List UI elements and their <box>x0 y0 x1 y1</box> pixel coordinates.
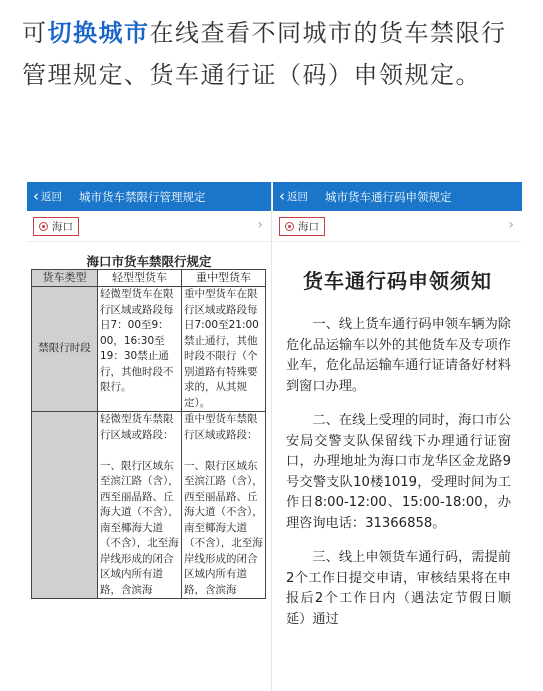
chevron-left-icon: ‹ <box>33 187 39 205</box>
page-title: 城市货车禁限行管理规定 <box>79 189 206 204</box>
table-title: 海口市货车禁限行规定 <box>86 254 212 269</box>
back-button[interactable] <box>27 189 79 204</box>
restriction-rules-screen <box>27 182 272 691</box>
top-bar <box>27 182 271 211</box>
paragraph-1: 一、线上货车通行码申领车辆为除危化品运输车以外的其他货车及专项作业车，危化品运输车通行证请备好材料到窗口办理。 <box>286 317 511 394</box>
table-header-row <box>32 270 266 287</box>
back-label: 返回 <box>41 191 62 203</box>
location-icon <box>285 222 294 231</box>
pass-application-screen <box>273 182 522 691</box>
paragraph-3: 三、线上申领货车通行码，需提前2个工作日提交申请，审核结果将在申报后2个工作日内（遇法定节假日顺延）通过 <box>286 550 511 627</box>
intro-prefix: 可 <box>22 19 48 47</box>
top-bar <box>273 182 522 211</box>
chevron-left-icon: ‹ <box>279 187 285 205</box>
paragraph-2: 二、在线上受理的同时，海口市公安局交警支队保留线下办理通行证窗口，办理地址为海口市龙华区金龙路9号交警支队10楼1019，受理时间为工作日8:00-12:00、15:00-18:00，办理咨询电话：31366858。 <box>286 413 511 531</box>
intro-highlight: 切换城市 <box>47 19 150 47</box>
cell-light: 轻微型货车在限行区域或路段每日7：00至9：00，16:30至19：30禁止通行，其他时段不限行。 <box>98 287 182 412</box>
document-title: 货车通行码申领须知 <box>303 269 492 293</box>
table-row <box>32 412 266 599</box>
chevron-right-icon[interactable]: › <box>508 217 514 233</box>
row-label <box>32 412 98 599</box>
city-box[interactable] <box>33 217 79 236</box>
city-selector[interactable] <box>273 211 522 242</box>
intro-suffix: 在线查看不同城市的货车禁限行管理规定、货车通行证（码）申领规定。 <box>22 19 507 89</box>
intro-text <box>22 12 527 96</box>
table-row <box>32 287 266 412</box>
city-name: 海口 <box>52 220 73 233</box>
cell-heavy: 重中型货车在限行区域或路段每日7:00至21:00禁止通行，其他时段不限行（个别道路有特殊要求的，从其规定）。 <box>182 287 266 412</box>
location-icon <box>39 222 48 231</box>
cell-heavy: 重中型货车禁限行区域或路段： 一、限行区域东至滨江路（含），西至丽晶路、丘海大道（不含），南至椰海大道（不含），北至海岸线形成的闭合区域内所有道路，含滨海 <box>182 412 266 599</box>
header-heavy-truck: 重中型货车 <box>182 270 266 287</box>
header-light-truck: 轻型型货车 <box>98 270 182 287</box>
chevron-right-icon[interactable]: › <box>257 217 263 233</box>
city-selector[interactable] <box>27 211 271 242</box>
city-name: 海口 <box>298 220 319 233</box>
restriction-table <box>31 269 266 599</box>
back-button[interactable] <box>273 189 325 204</box>
back-label: 返回 <box>287 191 308 203</box>
header-vehicle-type: 货车类型 <box>32 270 98 287</box>
city-box[interactable] <box>279 217 325 236</box>
cell-light: 轻微型货车禁限行区域或路段： 一、限行区域东至滨江路（含），西至丽晶路、丘海大道（不含），南至椰海大道（不含），北至海岸线形成的闭合区域内所有道路，含滨海 <box>98 412 182 599</box>
page-title: 城市货车通行码申领规定 <box>325 189 452 204</box>
row-label: 禁限行时段 <box>32 287 98 412</box>
